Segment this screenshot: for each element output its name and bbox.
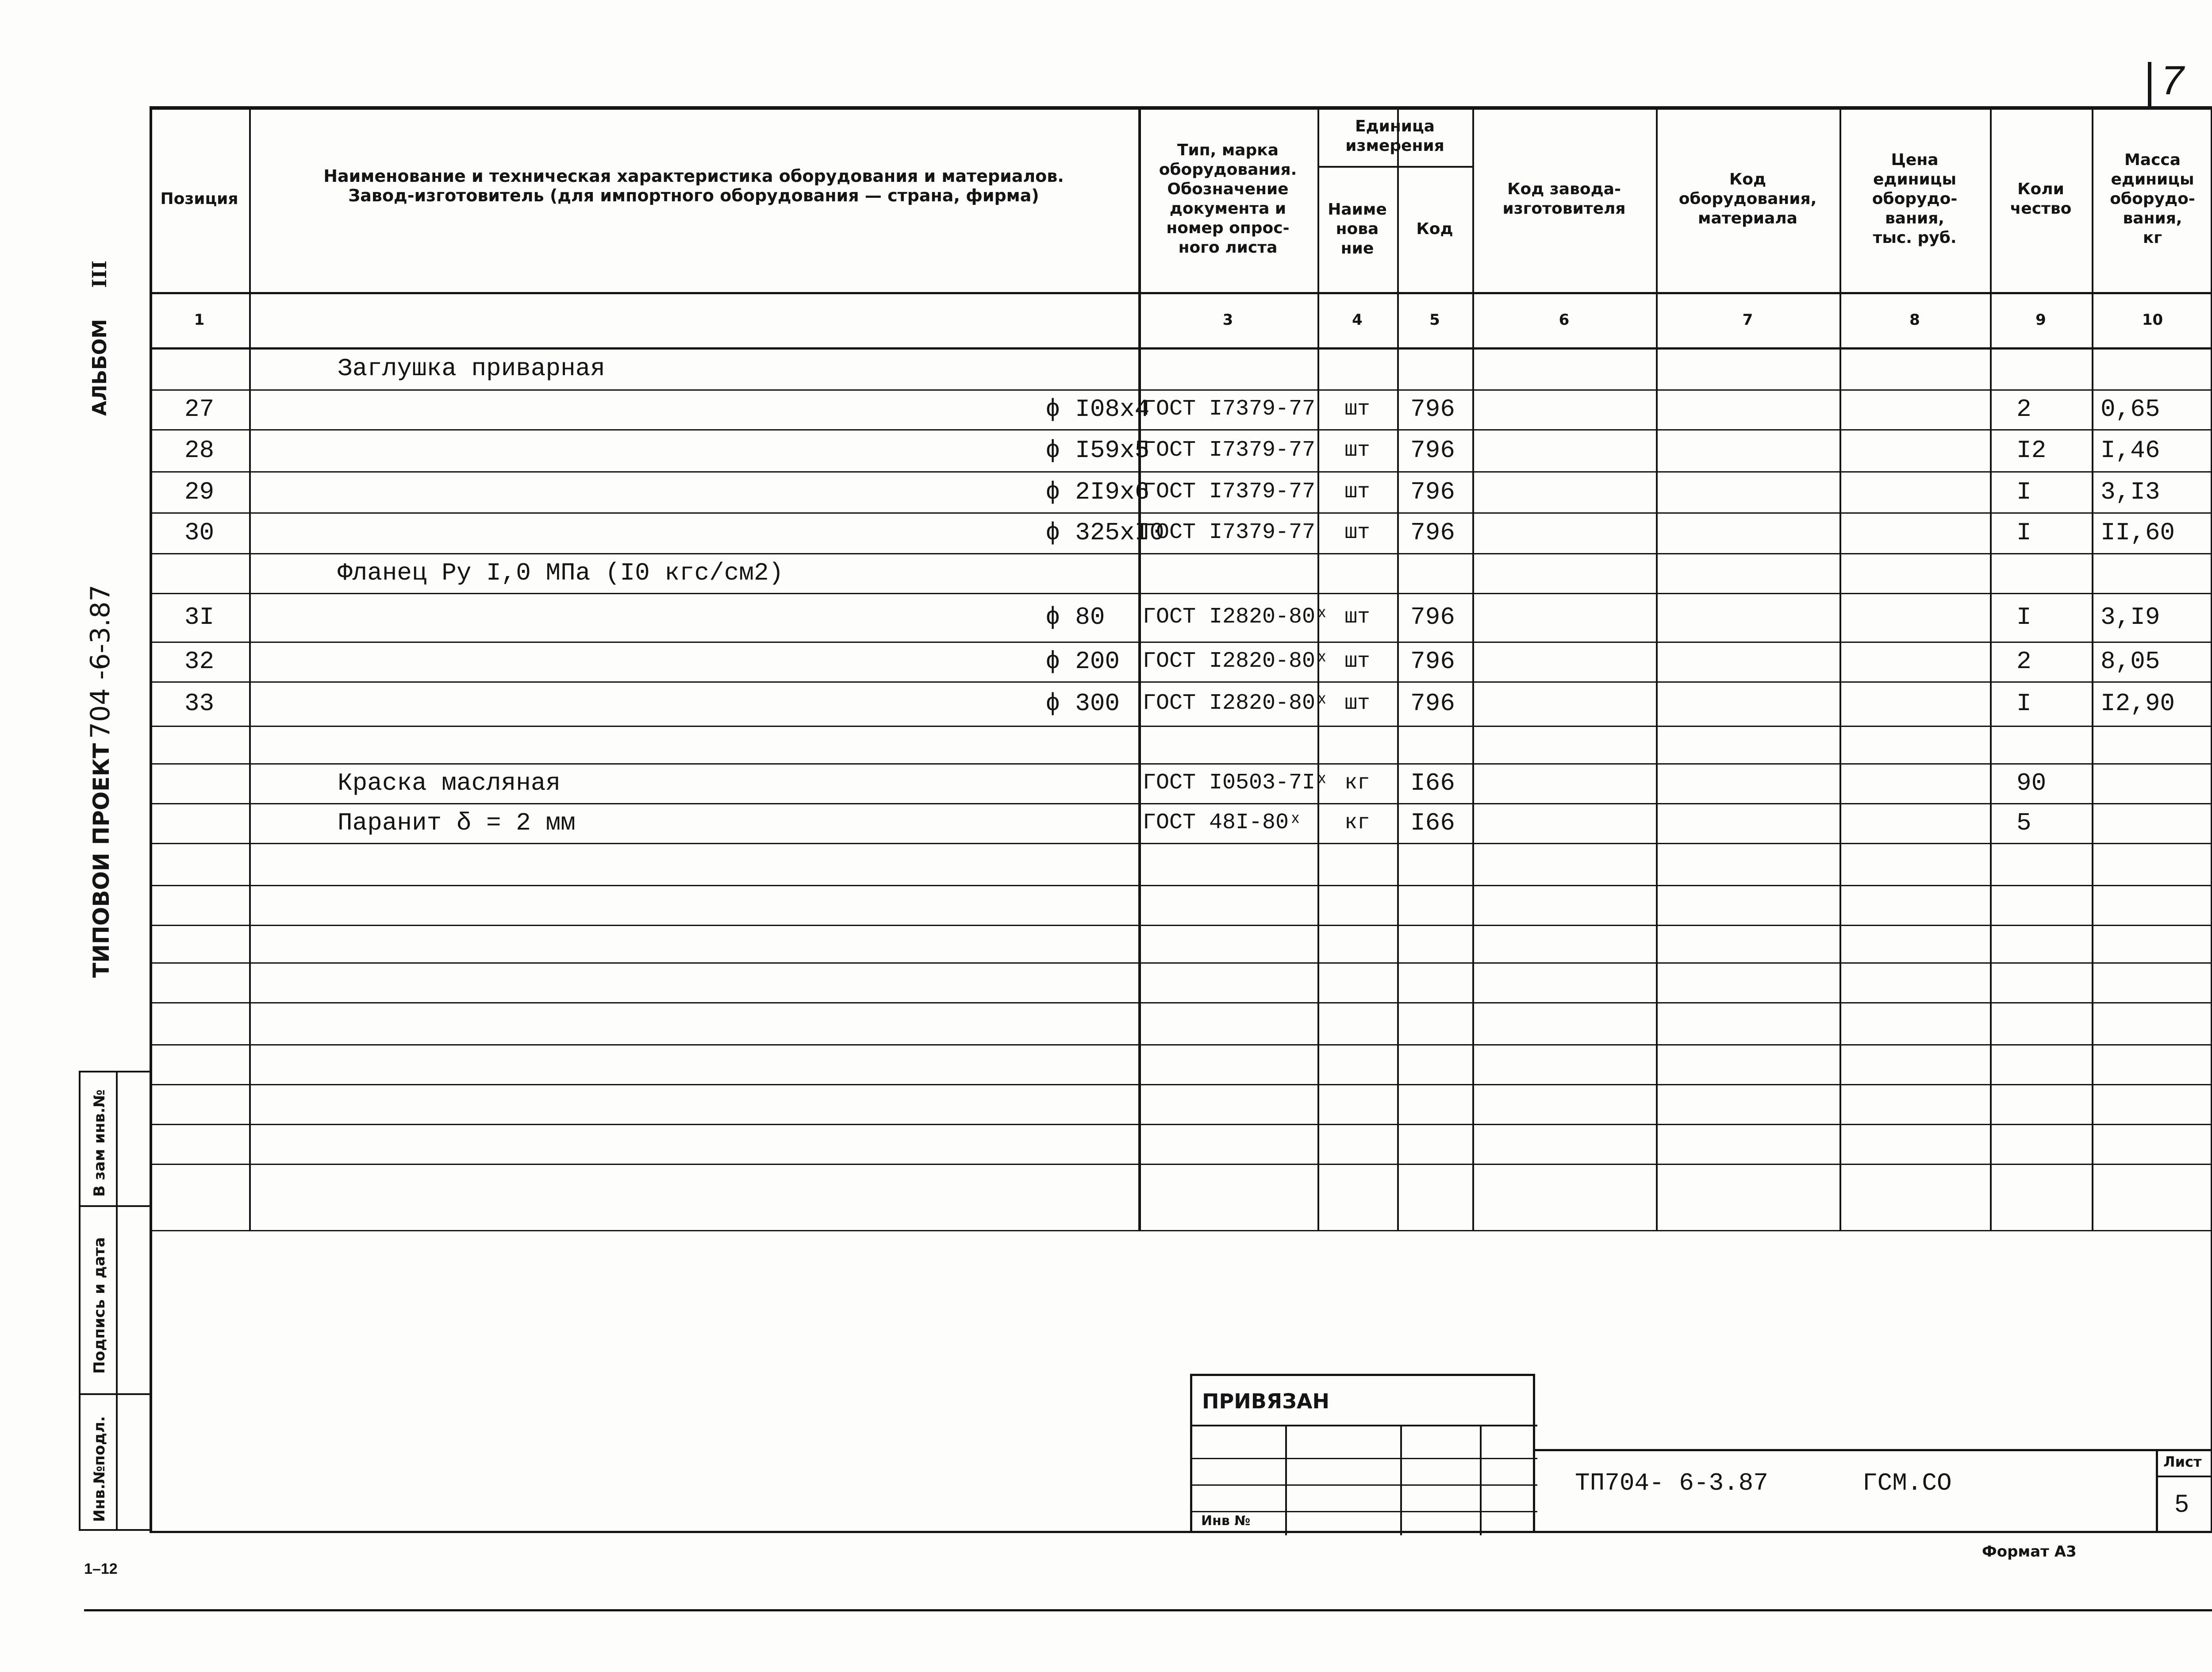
cell-quantity: I xyxy=(2016,603,2032,631)
cell-mass: 3,I9 xyxy=(2101,603,2160,631)
bottom-trim-line xyxy=(84,1609,2212,1611)
cell-document: ГОСТ I7379-77 xyxy=(1143,520,1316,545)
cell-unit-code: I66 xyxy=(1410,809,1455,837)
page-number-mark xyxy=(2148,58,2201,106)
cell-unit xyxy=(1317,726,1397,763)
stamp-signature-label: Подпись и дата xyxy=(91,1237,108,1374)
cell-document: ГОСТ I7379-77 xyxy=(1143,437,1316,463)
cell-mass xyxy=(2101,803,2212,843)
specification-table xyxy=(150,106,2212,1230)
cell-unit: шт xyxy=(1344,397,1370,421)
cell-unit-code: 796 xyxy=(1410,395,1455,423)
cell-unit: шт xyxy=(1344,605,1370,629)
cell-unit xyxy=(1317,553,1397,593)
row-divider xyxy=(150,885,2212,886)
cell-mass xyxy=(2101,553,2212,593)
table-row xyxy=(150,593,2212,642)
header-unit-code: Код xyxy=(1416,219,1453,238)
sheet-label: Лист xyxy=(2163,1453,2202,1470)
cell-size xyxy=(603,726,1098,763)
cell-position xyxy=(150,763,249,803)
cell-size xyxy=(603,347,1098,389)
column-number: 6 xyxy=(1559,311,1570,329)
stamp-inventory-label: Инв.№подл. xyxy=(91,1416,108,1522)
cell-position: 32 xyxy=(184,647,215,676)
page-number: 7 xyxy=(2161,58,2184,103)
column-number: 8 xyxy=(1909,311,1920,329)
table-row xyxy=(150,681,2212,726)
cell-unit-code xyxy=(1410,726,1472,763)
cell-unit-code xyxy=(1410,347,1472,389)
header-type: Тип, марка оборудования. Обозначение документа и номер опрос- ного листа xyxy=(1159,141,1297,257)
cell-unit-code: 796 xyxy=(1410,647,1455,676)
row-divider xyxy=(150,1164,2212,1165)
table-row xyxy=(150,389,2212,429)
cell-mass: 0,65 xyxy=(2101,395,2160,423)
cell-unit: шт xyxy=(1344,692,1370,715)
cell-mass: I2,90 xyxy=(2101,689,2175,718)
cell-quantity xyxy=(2003,553,2105,593)
cell-position: 33 xyxy=(184,689,215,718)
album-number: III xyxy=(88,260,111,288)
table-row xyxy=(150,512,2212,553)
cell-unit-code: I66 xyxy=(1410,769,1455,797)
column-number: 3 xyxy=(1222,311,1233,329)
column-number: 7 xyxy=(1742,311,1753,329)
cell-quantity: 90 xyxy=(2016,769,2047,797)
column-number: 9 xyxy=(2035,311,2046,329)
project-type-label: ТИПОВОИ ПРОЕКТ xyxy=(88,743,114,978)
column-number: 10 xyxy=(2142,311,2163,329)
cell-mass: 3,I3 xyxy=(2101,477,2160,506)
cell-size: ϕ 300 xyxy=(1045,689,1120,718)
project-code-vertical: 704 -6-3.87 xyxy=(85,584,116,739)
cell-quantity: 2 xyxy=(2016,395,2032,423)
cell-position: 28 xyxy=(184,436,215,465)
cell-mass: 8,05 xyxy=(2101,647,2160,676)
cell-unit: шт xyxy=(1344,521,1370,545)
album-label-text: АЛЬБОМ xyxy=(88,319,111,416)
cell-position xyxy=(150,726,249,763)
header-quantity: Коли чество xyxy=(2010,180,2072,218)
cell-size: ϕ I08x4 xyxy=(1045,395,1150,423)
cell-document: ГОСТ I7379-77 xyxy=(1143,396,1316,422)
cell-mass: II,60 xyxy=(2101,519,2175,547)
cell-size xyxy=(603,763,1098,803)
cell-position: 3I xyxy=(184,603,215,631)
cell-position: 29 xyxy=(184,477,215,506)
row-divider xyxy=(150,1230,2212,1231)
cell-unit: шт xyxy=(1344,650,1370,673)
cell-document xyxy=(1143,347,1317,389)
header-price: Цена единицы оборудо- вания, тыс. руб. xyxy=(1872,151,1958,247)
row-divider xyxy=(150,1044,2212,1045)
cell-quantity xyxy=(2003,347,2105,389)
document-code: ТП704- 6-3.87 xyxy=(1575,1469,1768,1497)
cell-size: ϕ 80 xyxy=(1045,603,1105,631)
table-row xyxy=(150,763,2212,803)
row-divider xyxy=(150,962,2212,964)
cell-position xyxy=(150,347,249,389)
cell-document xyxy=(1143,726,1317,763)
cell-unit-code: 796 xyxy=(1410,436,1455,465)
cell-document: ГОСТ I0503-7Iˣ xyxy=(1143,770,1329,796)
cell-mass xyxy=(2101,347,2212,389)
cell-quantity: 5 xyxy=(2016,809,2032,837)
row-divider xyxy=(150,925,2212,926)
cell-unit-code: 796 xyxy=(1410,477,1455,506)
cell-unit xyxy=(1317,347,1397,389)
table-row xyxy=(150,471,2212,512)
table-row xyxy=(150,642,2212,681)
row-divider xyxy=(150,1124,2212,1125)
cell-size: ϕ I59x5 xyxy=(1045,436,1150,465)
table-row xyxy=(150,553,2212,593)
footer-format: Формат А3 xyxy=(1982,1543,2077,1561)
cell-size: ϕ 325xI0 xyxy=(1045,519,1164,547)
title-block xyxy=(1190,1374,2212,1533)
cell-quantity: 2 xyxy=(2016,647,2032,676)
table-row xyxy=(150,726,2212,763)
header-position: Позиция xyxy=(160,190,238,208)
cell-unit: шт xyxy=(1344,480,1370,504)
column-number xyxy=(249,292,1138,347)
cell-document: ГОСТ 48I-80ˣ xyxy=(1143,810,1302,835)
header-mass: Масса единицы оборудо- вания, кг xyxy=(2110,151,2195,247)
column-number: 5 xyxy=(1429,311,1440,329)
cell-name: Краска масляная xyxy=(338,769,561,797)
tied-label: ПРИВЯЗАН xyxy=(1202,1389,1329,1413)
inv-label: Инв № xyxy=(1201,1513,1251,1529)
table-row xyxy=(150,803,2212,843)
album-label xyxy=(88,261,111,416)
cell-document: ГОСТ I7379-77 xyxy=(1143,479,1316,504)
cell-name: Паранит δ = 2 мм xyxy=(338,809,576,837)
stamp-replaced-label: В зам инв.№ xyxy=(91,1089,108,1197)
column-number: 1 xyxy=(194,311,205,329)
cell-mass: I,46 xyxy=(2101,436,2160,465)
cell-size xyxy=(603,803,1098,843)
table-row xyxy=(150,347,2212,389)
cell-unit-code: 796 xyxy=(1410,689,1455,718)
cell-document: ГОСТ I2820-80ˣ xyxy=(1143,604,1329,630)
header-unit-name: Наиме нова ние xyxy=(1328,200,1387,258)
cell-position: 27 xyxy=(184,395,215,423)
header-plant-code: Код завода- изготовителя xyxy=(1502,180,1626,218)
footer-left-code: 1–12 xyxy=(84,1561,118,1577)
cell-position xyxy=(150,803,249,843)
cell-position: 30 xyxy=(184,519,215,547)
cell-mass xyxy=(2101,763,2212,803)
cell-size xyxy=(603,553,1098,593)
left-stamp-column xyxy=(79,1071,152,1531)
sheet-number: 5 xyxy=(2175,1489,2189,1517)
header-name: Наименование и техническая характеристика оборудования и материалов. Завод-изготовитель (для импортного оборудования — страна, фирма) xyxy=(323,166,1064,205)
cell-quantity xyxy=(2003,726,2105,763)
cell-quantity: I xyxy=(2016,477,2032,506)
cell-size: ϕ 200 xyxy=(1045,647,1120,676)
header-unit-group: Единица измерения xyxy=(1345,117,1444,155)
cell-unit-code: 796 xyxy=(1410,603,1455,631)
cell-document xyxy=(1143,553,1317,593)
sheet-box xyxy=(2156,1449,2212,1533)
cell-unit: кг xyxy=(1344,811,1370,835)
cell-unit: шт xyxy=(1344,438,1370,462)
row-divider xyxy=(150,1002,2212,1003)
cell-quantity: I xyxy=(2016,689,2032,718)
cell-unit: кг xyxy=(1344,771,1370,795)
row-divider xyxy=(150,1084,2212,1085)
cell-position xyxy=(150,553,249,593)
table-row xyxy=(150,429,2212,471)
document-mark: ГСМ.СО xyxy=(1863,1469,1952,1497)
cell-document: ГОСТ I2820-80ˣ xyxy=(1143,691,1329,716)
cell-document: ГОСТ I2820-80ˣ xyxy=(1143,649,1329,674)
cell-quantity: I2 xyxy=(2016,436,2047,465)
cell-name: Фланец Ру I,0 МПа (I0 кгс/см2) xyxy=(338,559,784,587)
row-divider xyxy=(150,843,2212,844)
cell-quantity: I xyxy=(2016,519,2032,547)
cell-unit-code xyxy=(1410,553,1472,593)
cell-unit-code: 796 xyxy=(1410,519,1455,547)
cell-name: Заглушка приварная xyxy=(338,354,605,383)
column-number: 4 xyxy=(1352,311,1363,329)
cell-mass xyxy=(2101,726,2212,763)
header-equipment-code: Код оборудования, материала xyxy=(1678,170,1817,227)
cell-size: ϕ 2I9x6 xyxy=(1045,477,1150,506)
tied-box xyxy=(1190,1374,1535,1533)
